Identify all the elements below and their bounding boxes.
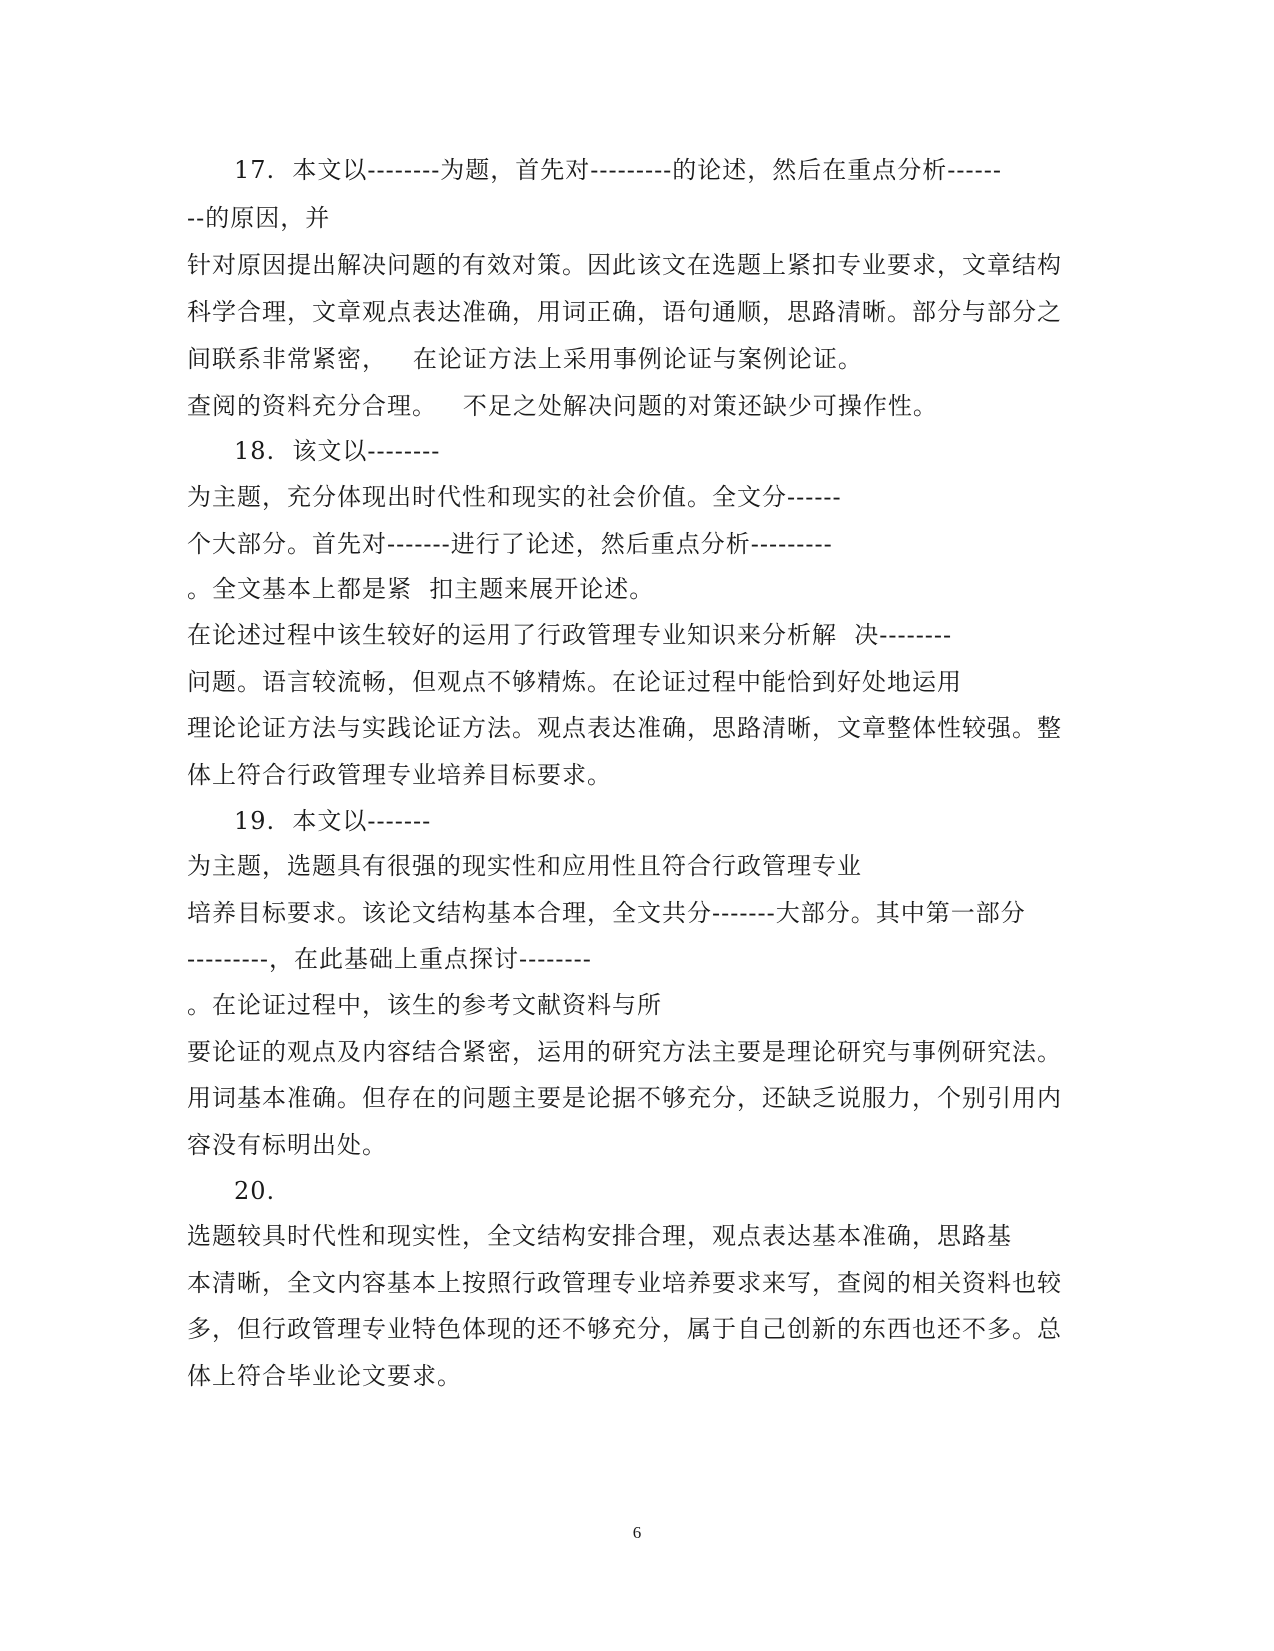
text-line: 。在论证过程中，该生的参考文献资料与所: [187, 991, 662, 1019]
text-line: 17. 本文以--------为题，首先对---------的论述，然后在重点分析------: [234, 156, 1002, 184]
text-line: 为主题，选题具有很强的现实性和应用性且符合行政管理专业: [187, 852, 862, 880]
text-line: 用词基本准确。但存在的问题主要是论据不够充分，还缺乏说服力，个别引用内: [187, 1084, 1062, 1112]
text-line: 个大部分。首先对-------进行了论述，然后重点分析---------: [187, 530, 833, 558]
text-line: 查阅的资料充分合理。 不足之处解决问题的对策还缺少可操作性。: [187, 392, 938, 420]
text-line: 本清晰，全文内容基本上按照行政管理专业培养要求来写，查阅的相关资料也较: [187, 1269, 1062, 1297]
text-line: 18. 该文以--------: [234, 437, 441, 465]
text-line: 要论证的观点及内容结合紧密，运用的研究方法主要是理论研究与事例研究法。: [187, 1038, 1062, 1066]
text-line: 体上符合行政管理专业培养目标要求。: [187, 761, 612, 789]
text-line: 多，但行政管理专业特色体现的还不够充分，属于自己创新的东西也还不多。总: [187, 1315, 1062, 1343]
text-line: --的原因，并: [187, 204, 331, 232]
text-line: 培养目标要求。该论文结构基本合理，全文共分-------大部分。其中第一部分: [187, 899, 1026, 927]
text-line: 。全文基本上都是紧 扣主题来展开论述。: [187, 575, 655, 603]
text-line: 为主题，充分体现出时代性和现实的社会价值。全文分------: [187, 483, 842, 511]
text-line: 在论述过程中该生较好的运用了行政管理专业知识来分析解 决--------: [187, 621, 953, 649]
text-line: 体上符合毕业论文要求。: [187, 1362, 462, 1390]
text-line: 选题较具时代性和现实性，全文结构安排合理，观点表达基本准确，思路基: [187, 1222, 1012, 1250]
text-line: 间联系非常紧密， 在论证方法上采用事例论证与案例论证。: [187, 345, 863, 373]
text-line: 理论论证方法与实践论证方法。观点表达准确，思路清晰，文章整体性较强。整: [187, 714, 1062, 742]
text-line: 20.: [234, 1177, 276, 1205]
text-line: ---------，在此基础上重点探讨--------: [187, 945, 592, 973]
text-line: 问题。语言较流畅，但观点不够精炼。在论证过程中能恰到好处地运用: [187, 668, 962, 696]
text-line: 科学合理，文章观点表达准确，用词正确，语句通顺，思路清晰。部分与部分之: [187, 298, 1062, 326]
text-line: 19. 本文以-------: [234, 807, 432, 835]
text-line: 针对原因提出解决问题的有效对策。因此该文在选题上紧扣专业要求，文章结构: [187, 251, 1062, 279]
page-number: 6: [632, 1523, 642, 1542]
text-line: 容没有标明出处。: [187, 1131, 387, 1159]
